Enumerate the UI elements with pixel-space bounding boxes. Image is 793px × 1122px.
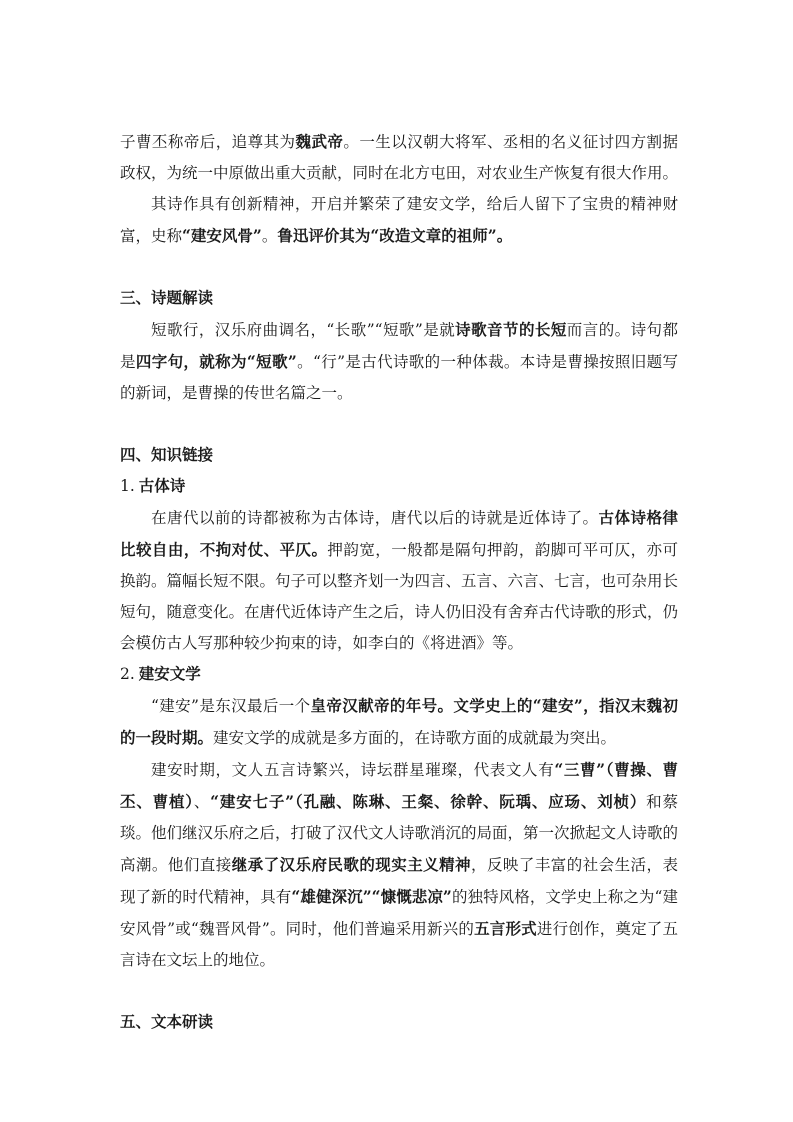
bold-text-run: 诗歌音节的长短 — [455, 320, 567, 339]
text-run: 短歌行，汉乐府曲调名，“长歌”“短歌”是就 — [151, 321, 456, 339]
text-run: 建安时期，文人五言诗繁兴，诗坛群星璀璨，代表文人有 — [151, 761, 555, 779]
bold-text-run: 五言形式 — [474, 919, 537, 938]
text-run: 的独特风格，文学史上称之为“建安风骨”或“魏晋风骨”。同时，他们普遍采用新兴的 — [120, 888, 678, 938]
text-run: 和蔡琰。他们继汉乐府之后，打破了汉代文人诗歌消沉的局面，第一次掀起文人诗歌的高潮。他们直接 — [120, 793, 679, 874]
intro-paragraph-2 — [120, 189, 678, 252]
text-run: ，反映了丰富的社会生活，表现了新的时代精神，具有 — [120, 856, 678, 906]
section-heading-knowledge-links: 四、知识链接 — [120, 446, 214, 464]
bold-text-run: “三曹”（曹操、曹丕、曹植） — [120, 760, 678, 811]
spacer — [120, 976, 678, 1007]
bold-text-run: 鲁迅评价其为“改造文章的祖师”。 — [277, 226, 513, 245]
bold-text-run: “建安七子”（孔融、陈琳、王粲、徐幹、阮瑀、应玚、刘桢） — [210, 792, 647, 811]
section-heading-title-interpretation: 三、诗题解读 — [120, 289, 214, 307]
bold-text-run: 四字句，就称为“短歌” — [135, 352, 297, 371]
spacer — [120, 252, 678, 283]
bold-text-run: 皇帝汉献帝的年号。文学史上的“建安”，指汉末魏初的一段时期。 — [120, 696, 678, 747]
bold-text-run: “雄健深沉”“慷慨悲凉” — [291, 887, 452, 906]
text-run: 建安文学的成就是多方面的，在诗歌方面的成就最为突出。 — [213, 729, 617, 747]
spacer — [120, 409, 678, 440]
item-title: 建安文学 — [138, 665, 201, 683]
bold-text-run: 魏武帝 — [295, 132, 344, 151]
text-run: 其诗作具有创新精神，开启并繁荣了建安文学，给后人留下了宝贵的精神财富，史称 — [120, 195, 678, 245]
text-run: 在唐代以前的诗都被称为古体诗，唐代以后的诗就是近体诗了。 — [151, 509, 599, 527]
text-run: “建安”是东汉最后一个 — [151, 697, 311, 715]
bold-text-run: “建安风骨” — [182, 226, 262, 245]
item-number: 2. — [120, 665, 135, 683]
text-run: 进行创作，奠定了五言诗在文坛上的地位。 — [120, 920, 678, 969]
document-page — [120, 126, 678, 1038]
text-run: 。 — [261, 227, 278, 245]
text-run: 。一生以汉朝大将军、丞相的名义征讨四方割据政权，为统一中原做出重大贡献，同时在北方屯田，对农业生产恢复有很大作用。 — [120, 133, 679, 182]
bold-text-run: 继承了汉乐府民歌的现实主义精神 — [231, 855, 472, 874]
ancient-style-poetry-paragraph — [120, 502, 678, 659]
title-interpretation-paragraph — [120, 314, 678, 409]
text-run: 。“行”是古代诗歌的一种体裁。本诗是曹操按照旧题写的新词，是曹操的传世名篇之一。 — [120, 353, 678, 402]
subheading-ancient-style-poetry — [120, 471, 678, 502]
text-run: 而言的。诗句都是 — [120, 321, 678, 371]
section-heading-text-study: 五、文本研读 — [120, 1013, 214, 1031]
jianan-paragraph-2 — [120, 754, 678, 976]
text-run: 押韵宽，一般都是隔句押韵，韵脚可平可仄，亦可换韵。篇幅长短不限。句子可以整齐划一为四言、五言、六言、七言，也可杂用长短句，随意变化。在唐代近体诗产生之后，诗人仍旧没有舍弃古代诗歌的形式，仍会模仿古人写那种较少拘束的诗，如李白的《将进酒》等。 — [120, 541, 679, 652]
subheading-jianan-literature — [120, 659, 678, 690]
item-number: 1. — [120, 477, 135, 495]
bold-text-run: 古体诗格律比较自由，不拘对仗、平仄。 — [120, 508, 678, 559]
text-run: 子曹丕称帝后，追尊其为 — [120, 133, 296, 151]
item-title: 古体诗 — [138, 477, 186, 495]
intro-paragraph-1 — [120, 126, 678, 189]
jianan-paragraph-1 — [120, 690, 678, 754]
text-run: 、 — [193, 793, 211, 811]
